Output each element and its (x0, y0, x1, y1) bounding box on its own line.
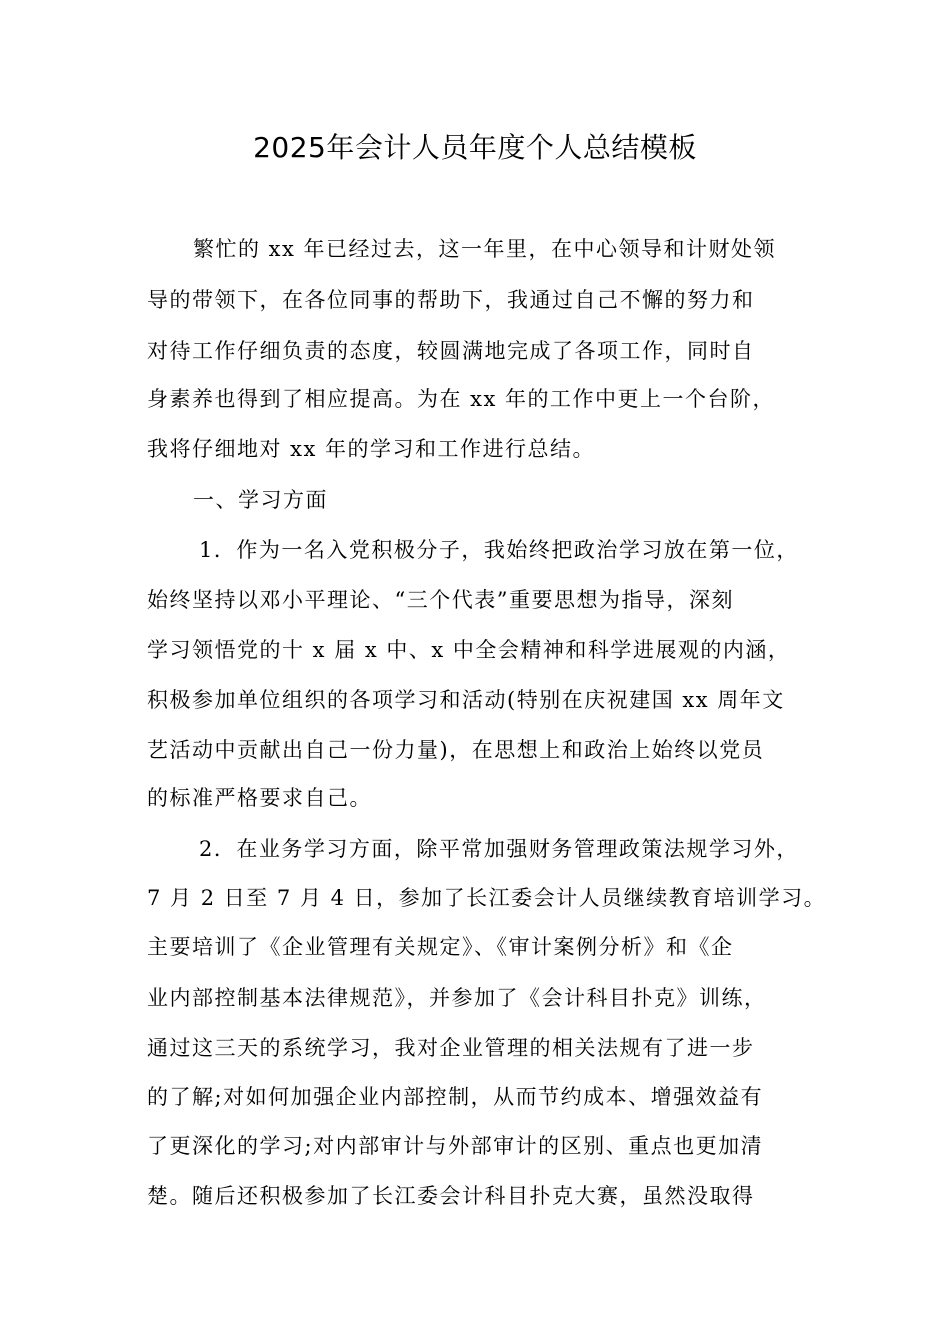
paragraph-line: 对待工作仔细负责的态度，较圆满地完成了各项工作，同时自 (147, 339, 755, 363)
paragraph-line: 繁忙的 xx 年已经过去，这一年里，在中心领导和计财处领 (193, 237, 777, 261)
paragraph-line: 1．作为一名入党积极分子，我始终把政治学习放在第一位， (199, 538, 799, 562)
paragraph-line: 我将仔细地对 xx 年的学习和工作进行总结。 (147, 437, 596, 461)
document-title: 2025年会计人员年度个人总结模板 (253, 131, 697, 164)
paragraph-line: 主要培训了《企业管理有关规定》、《审计案例分析》和《企 (147, 935, 734, 959)
paragraph-line: 7 月 2 日至 7 月 4 日，参加了长江委会计人员继续教育培训学习。 (147, 886, 827, 910)
paragraph-line: 导的带领下，在各位同事的帮助下，我通过自己不懈的努力和 (147, 288, 755, 312)
paragraph-line: 了更深化的学习;对内部审计与外部审计的区别、重点也更加清 (147, 1134, 764, 1158)
paragraph-line: 通过这三天的系统学习，我对企业管理的相关法规有了进一步 (147, 1036, 755, 1060)
paragraph-line: 艺活动中贡献出自己一份力量)，在思想上和政治上始终以党员 (147, 738, 765, 762)
paragraph-line: 2．在业务学习方面，除平常加强财务管理政策法规学习外， (199, 837, 799, 861)
paragraph-line: 的标准严格要求自己。 (147, 786, 372, 810)
section-heading: 一、学习方面 (193, 488, 328, 512)
paragraph-line: 的了解;对如何加强企业内部控制，从而节约成本、增强效益有 (147, 1085, 764, 1109)
paragraph-line: 业内部控制基本法律规范》，并参加了《会计科目扑克》训练， (147, 986, 767, 1010)
paragraph-line: 积极参加单位组织的各项学习和活动(特别在庆祝建国 xx 周年文 (147, 688, 785, 712)
paragraph-line: 始终坚持以邓小平理论、“三个代表”重要思想为指导，深刻 (147, 588, 734, 612)
paragraph-line: 身素养也得到了相应提高。为在 xx 年的工作中更上一个台阶， (147, 387, 776, 411)
paragraph-line: 学习领悟党的十 x 届 x 中、x 中全会精神和科学进展观的内涵， (147, 638, 791, 662)
paragraph-line: 楚。随后还积极参加了长江委会计科目扑克大赛，虽然没取得 (147, 1184, 755, 1208)
